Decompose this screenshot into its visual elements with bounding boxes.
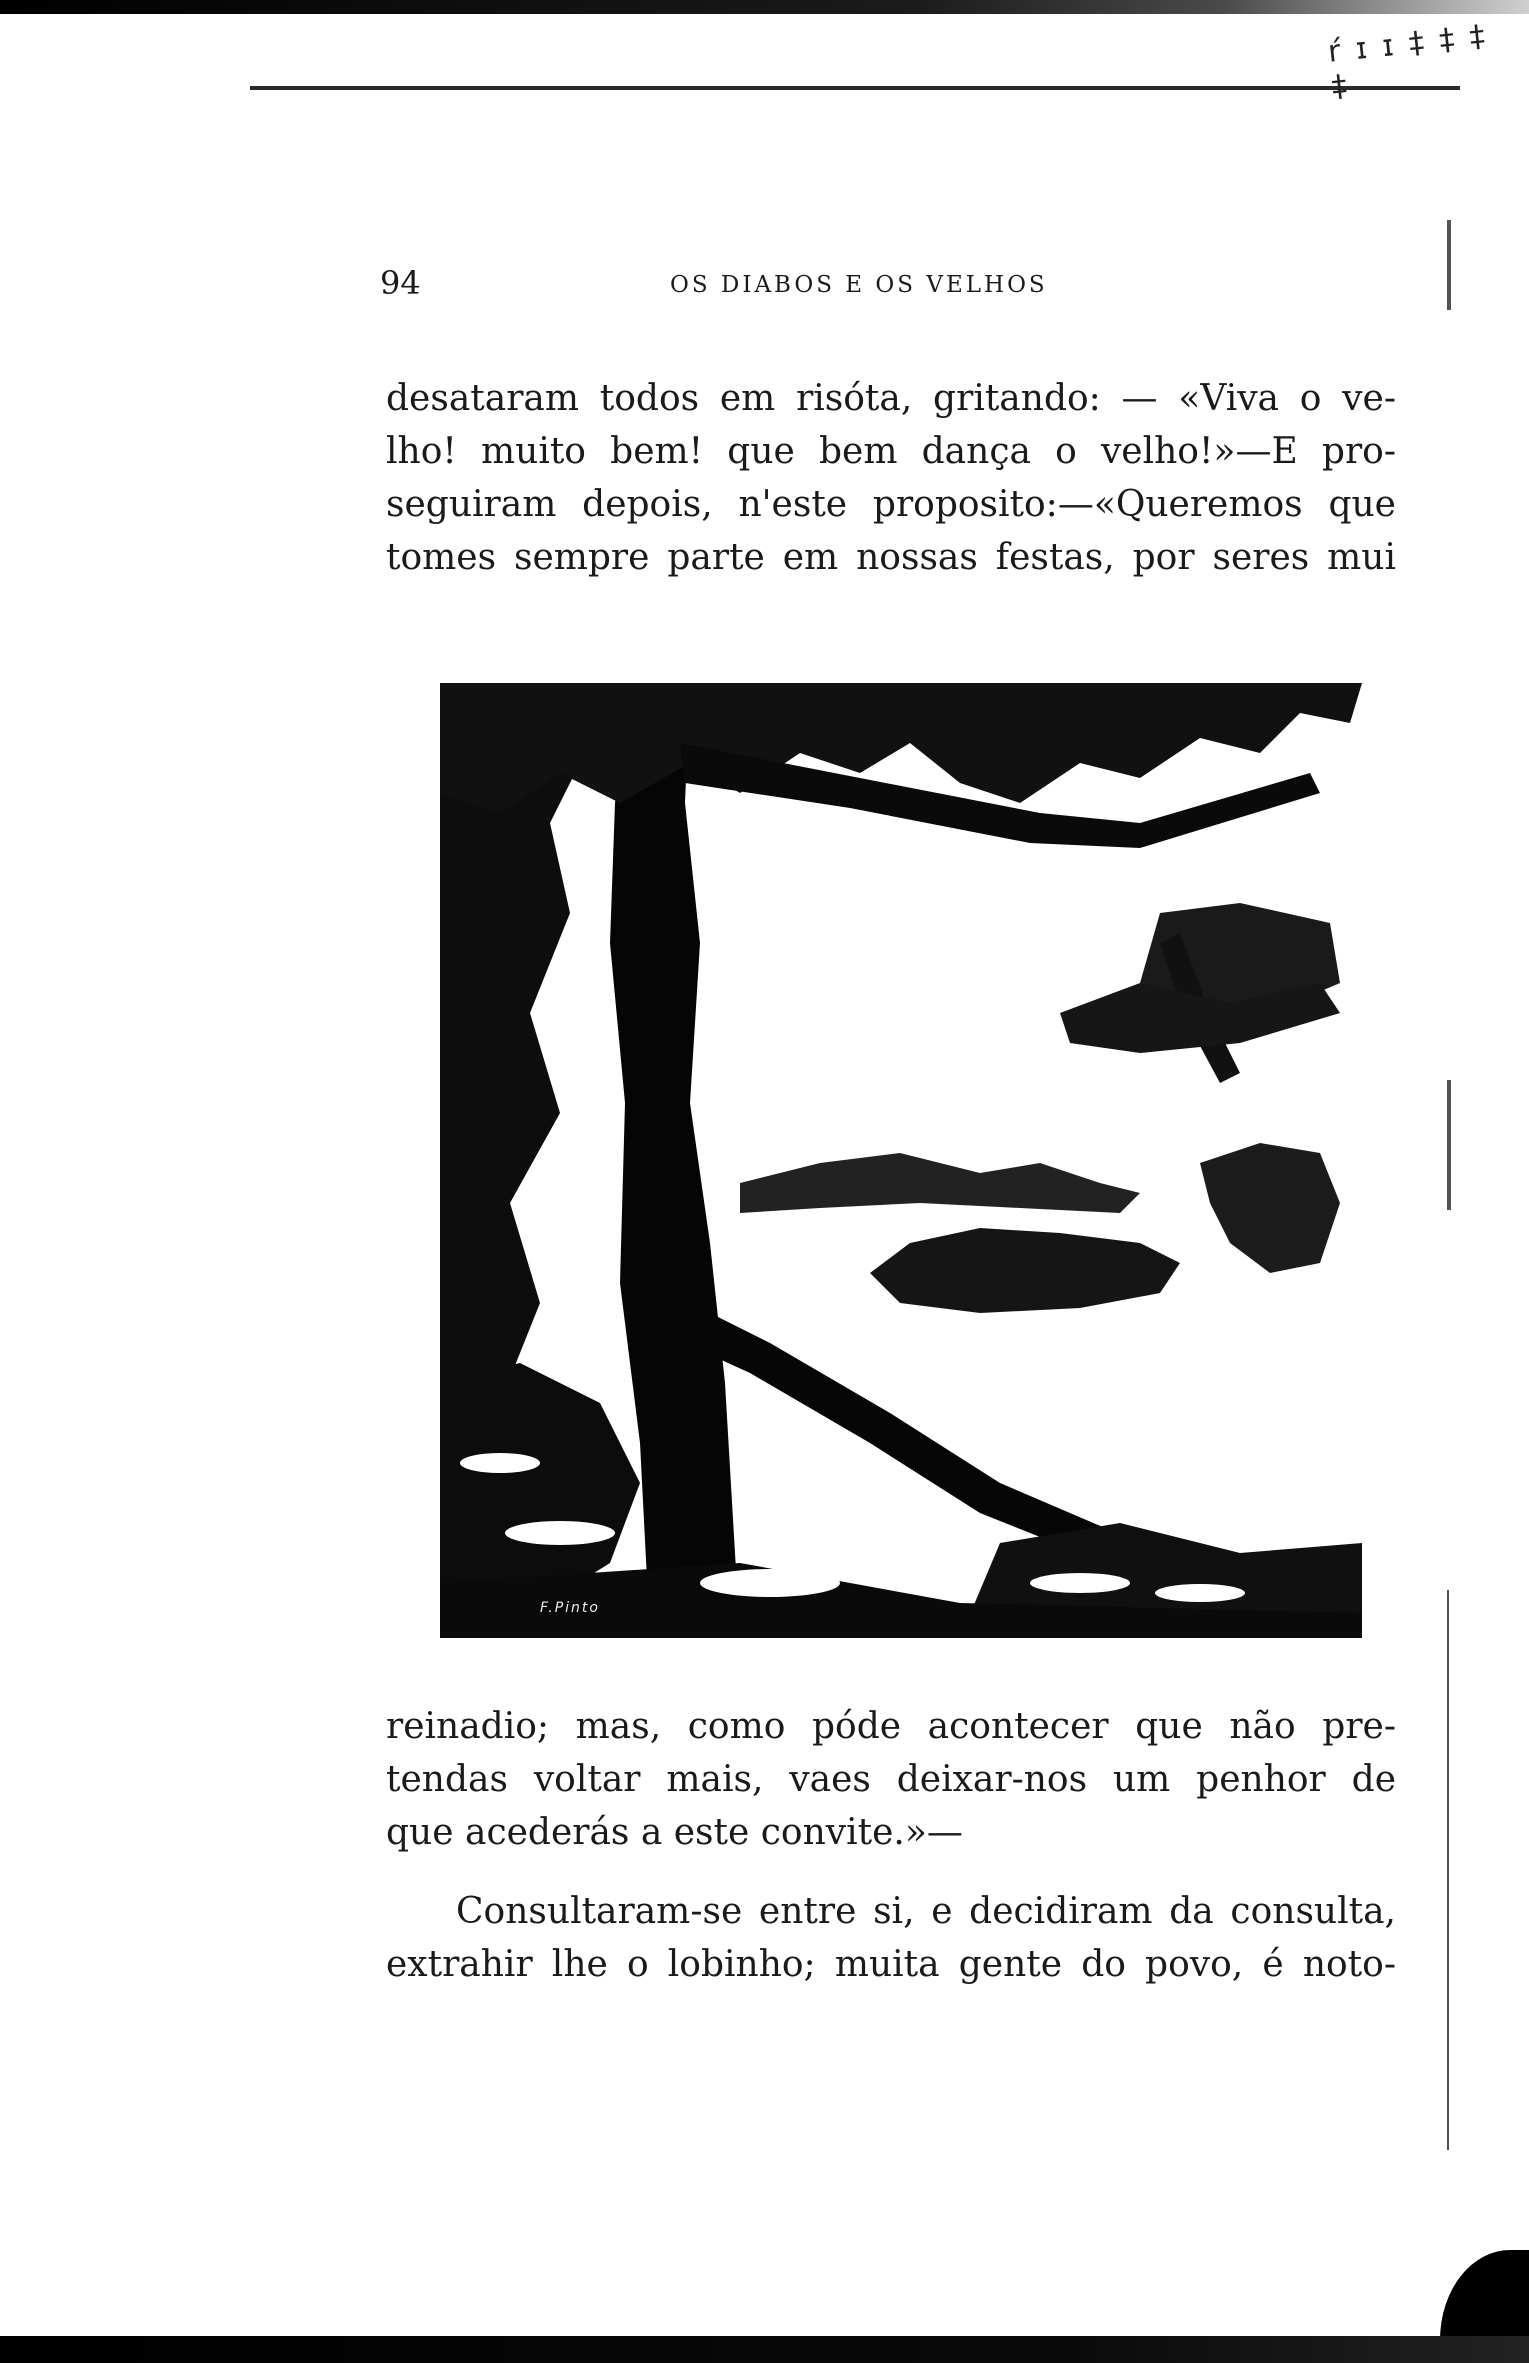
text-line: tendas voltar mais, vaes deixar-nos um penhor de — [386, 1759, 1396, 1800]
running-title: OS DIABOS E OS VELHOS — [670, 272, 1048, 298]
paragraph-2 — [386, 1700, 1396, 1859]
illustration-drawing — [440, 683, 1362, 1638]
scan-top-rule — [250, 86, 1460, 90]
text-line: seguiram depois, n'este proposito:—«Queremos que — [386, 484, 1396, 525]
distant-shore — [740, 1153, 1140, 1213]
paragraph-3 — [386, 1885, 1396, 1991]
island-right — [1200, 1143, 1340, 1273]
scan-right-edge-mark — [1447, 1590, 1449, 2150]
scan-noise-mark: ŕ ɪ ɪ ‡ ‡ ‡ ‡ — [1326, 18, 1490, 105]
text-line: lho! muito bem! que bem dança o velho!»—E pro- — [386, 431, 1396, 472]
island — [870, 1228, 1180, 1313]
illustrator-signature: F.Pinto — [540, 1600, 600, 1616]
scan-bottom-edge — [0, 2336, 1529, 2363]
page-header — [380, 264, 1106, 304]
page-number: 94 — [380, 264, 421, 302]
scan-right-edge-mark — [1447, 1080, 1451, 1210]
text-line: tomes sempre parte em nossas festas, por seres mui — [386, 537, 1396, 578]
text-line: reinadio; mas, como póde acontecer que não pre- — [386, 1706, 1396, 1747]
text-line: extrahir lhe o lobinho; muita gente do povo, é noto- — [386, 1944, 1396, 1985]
scan-right-edge-mark — [1447, 220, 1451, 310]
text-line: que acederás a este convite.»— — [386, 1812, 963, 1853]
scan-top-edge — [0, 0, 1529, 14]
text-line: Consultaram-se entre si, e decidiram da consulta, — [456, 1891, 1396, 1932]
illustration-trees-lake — [440, 683, 1362, 1638]
scan-bottom-corner — [1440, 2250, 1529, 2340]
text-line: desataram todos em risóta, gritando: — «Viva o ve- — [386, 378, 1396, 419]
paragraph-1 — [386, 372, 1396, 584]
